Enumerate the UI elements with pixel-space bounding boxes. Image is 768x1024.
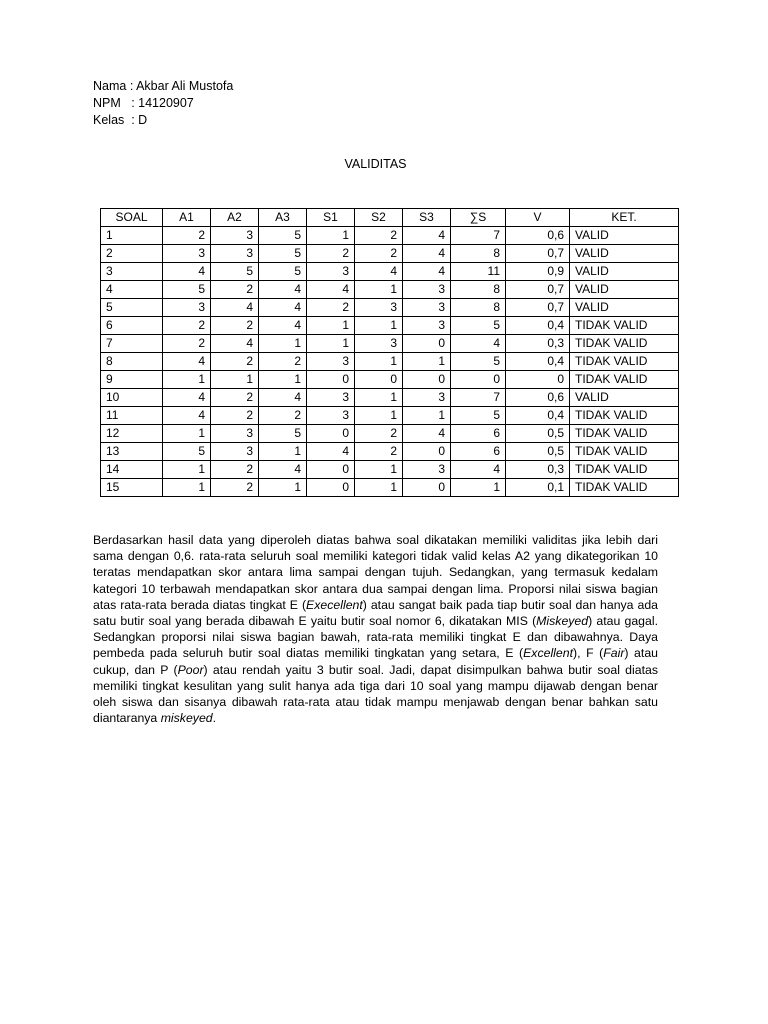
paragraph-text: ) atau sangat baik pada tiap butir soal dan hanya ada satu butir soal yang berada dibawah E yaitu butir soal nomor 6, dikatakan MIS ( bbox=[93, 597, 658, 629]
cell-s3: 3 bbox=[403, 461, 451, 479]
cell-s3: 0 bbox=[403, 335, 451, 353]
header-sum-s: ∑S bbox=[451, 209, 506, 227]
cell-s1: 2 bbox=[307, 299, 355, 317]
cell-sum-s: 6 bbox=[451, 425, 506, 443]
cell-a3: 1 bbox=[259, 443, 307, 461]
cell-s2: 1 bbox=[355, 479, 403, 497]
cell-a3: 5 bbox=[259, 245, 307, 263]
table-row bbox=[101, 371, 679, 389]
cell-sum-s: 7 bbox=[451, 389, 506, 407]
cell-a2: 2 bbox=[211, 281, 259, 299]
cell-s3: 3 bbox=[403, 389, 451, 407]
student-name: Nama : Akbar Ali Mustofa bbox=[93, 79, 234, 93]
cell-s1: 0 bbox=[307, 371, 355, 389]
cell-a3: 5 bbox=[259, 263, 307, 281]
cell-a2: 5 bbox=[211, 263, 259, 281]
header-s3: S3 bbox=[403, 209, 451, 227]
header-a1: A1 bbox=[163, 209, 211, 227]
cell-s3: 0 bbox=[403, 371, 451, 389]
cell-ket: TIDAK VALID bbox=[570, 353, 679, 371]
cell-s1: 2 bbox=[307, 245, 355, 263]
cell-s2: 1 bbox=[355, 407, 403, 425]
header-a3: A3 bbox=[259, 209, 307, 227]
cell-a2: 2 bbox=[211, 353, 259, 371]
cell-a2: 3 bbox=[211, 425, 259, 443]
cell-sum-s: 5 bbox=[451, 407, 506, 425]
cell-a3: 1 bbox=[259, 335, 307, 353]
cell-s1: 1 bbox=[307, 317, 355, 335]
cell-soal: 8 bbox=[101, 353, 163, 371]
table-row bbox=[101, 353, 679, 371]
cell-a3: 5 bbox=[259, 227, 307, 245]
cell-s3: 3 bbox=[403, 317, 451, 335]
cell-a2: 2 bbox=[211, 407, 259, 425]
cell-a2: 2 bbox=[211, 317, 259, 335]
cell-a3: 5 bbox=[259, 425, 307, 443]
cell-ket: VALID bbox=[570, 227, 679, 245]
cell-a1: 3 bbox=[163, 299, 211, 317]
cell-s2: 3 bbox=[355, 335, 403, 353]
cell-s2: 1 bbox=[355, 317, 403, 335]
paragraph-text: Berdasarkan hasil data yang diperoleh diatas bahwa soal dikatakan memiliki validitas jika lebih dari sama dengan 0,6. rata-rata seluruh soal memiliki kategori tidak valid kelas A2 yang dikategorikan 10 teratas mendapatkan skor antara lima sampai dengan tujuh. Sedangkan, yang termasuk kedalam kategori 10 terbawah mendapatkan skor antara dua sampai dengan lima. Proporsi nilai siswa bagian atas rata-rata berada diatas tingkat E ( bbox=[93, 533, 658, 612]
analysis-paragraph bbox=[93, 532, 658, 726]
table-row bbox=[101, 263, 679, 281]
cell-ket: TIDAK VALID bbox=[570, 407, 679, 425]
cell-ket: VALID bbox=[570, 263, 679, 281]
cell-s1: 3 bbox=[307, 407, 355, 425]
cell-soal: 1 bbox=[101, 227, 163, 245]
table-row bbox=[101, 281, 679, 299]
paragraph-emphasis: Poor bbox=[177, 662, 204, 677]
cell-s2: 1 bbox=[355, 353, 403, 371]
cell-ket: TIDAK VALID bbox=[570, 425, 679, 443]
table-row bbox=[101, 479, 679, 497]
cell-a3: 2 bbox=[259, 353, 307, 371]
cell-a3: 4 bbox=[259, 281, 307, 299]
paragraph-text: ), F ( bbox=[573, 646, 604, 661]
cell-s3: 3 bbox=[403, 299, 451, 317]
cell-v: 0 bbox=[506, 371, 570, 389]
paragraph-text: ) atau gagal. Sedangkan proporsi nilai siswa bagian bawah, rata-rata memiliki tingkat E dan dibawahnya. Daya pembeda pada seluruh butir soal diatas memiliki tingkatan yang setara, E ( bbox=[93, 614, 658, 661]
student-npm: NPM : 14120907 bbox=[93, 96, 194, 110]
cell-a3: 4 bbox=[259, 317, 307, 335]
paragraph-emphasis: Fair bbox=[603, 646, 625, 661]
table-row bbox=[101, 461, 679, 479]
cell-sum-s: 4 bbox=[451, 461, 506, 479]
page-title: VALIDITAS bbox=[344, 157, 407, 171]
student-info bbox=[93, 78, 233, 129]
cell-sum-s: 1 bbox=[451, 479, 506, 497]
header-soal: SOAL bbox=[101, 209, 163, 227]
table-row bbox=[101, 299, 679, 317]
paragraph-emphasis: Execellent bbox=[306, 597, 363, 612]
cell-soal: 13 bbox=[101, 443, 163, 461]
cell-soal: 6 bbox=[101, 317, 163, 335]
cell-sum-s: 5 bbox=[451, 353, 506, 371]
paragraph-text: . bbox=[212, 711, 217, 726]
cell-s3: 4 bbox=[403, 425, 451, 443]
paragraph-emphasis: miskeyed bbox=[160, 711, 213, 726]
table-row bbox=[101, 389, 679, 407]
cell-s2: 2 bbox=[355, 425, 403, 443]
cell-ket: TIDAK VALID bbox=[570, 461, 679, 479]
cell-a2: 2 bbox=[211, 461, 259, 479]
cell-ket: VALID bbox=[570, 389, 679, 407]
cell-v: 0,6 bbox=[506, 227, 570, 245]
table-row bbox=[101, 335, 679, 353]
table-row bbox=[101, 245, 679, 263]
cell-a2: 3 bbox=[211, 245, 259, 263]
cell-ket: TIDAK VALID bbox=[570, 479, 679, 497]
cell-s2: 2 bbox=[355, 245, 403, 263]
cell-v: 0,9 bbox=[506, 263, 570, 281]
cell-sum-s: 8 bbox=[451, 281, 506, 299]
cell-sum-s: 4 bbox=[451, 335, 506, 353]
header-a2: A2 bbox=[211, 209, 259, 227]
table-row bbox=[101, 227, 679, 245]
cell-a2: 4 bbox=[211, 335, 259, 353]
cell-sum-s: 0 bbox=[451, 371, 506, 389]
cell-a1: 2 bbox=[163, 317, 211, 335]
cell-soal: 11 bbox=[101, 407, 163, 425]
cell-a1: 4 bbox=[163, 407, 211, 425]
cell-ket: TIDAK VALID bbox=[570, 371, 679, 389]
cell-a2: 4 bbox=[211, 299, 259, 317]
header-ket: KET. bbox=[570, 209, 679, 227]
table-row bbox=[101, 317, 679, 335]
cell-a1: 5 bbox=[163, 443, 211, 461]
cell-v: 0,4 bbox=[506, 407, 570, 425]
cell-soal: 15 bbox=[101, 479, 163, 497]
cell-ket: VALID bbox=[570, 299, 679, 317]
cell-sum-s: 7 bbox=[451, 227, 506, 245]
cell-a3: 4 bbox=[259, 389, 307, 407]
cell-v: 0,3 bbox=[506, 335, 570, 353]
cell-a2: 3 bbox=[211, 227, 259, 245]
cell-v: 0,7 bbox=[506, 281, 570, 299]
cell-soal: 3 bbox=[101, 263, 163, 281]
cell-soal: 12 bbox=[101, 425, 163, 443]
cell-a1: 4 bbox=[163, 389, 211, 407]
cell-a3: 4 bbox=[259, 461, 307, 479]
cell-s1: 3 bbox=[307, 389, 355, 407]
cell-s3: 1 bbox=[403, 407, 451, 425]
cell-soal: 2 bbox=[101, 245, 163, 263]
cell-a1: 1 bbox=[163, 371, 211, 389]
cell-s2: 1 bbox=[355, 281, 403, 299]
cell-v: 0,1 bbox=[506, 479, 570, 497]
cell-a2: 2 bbox=[211, 389, 259, 407]
cell-s1: 3 bbox=[307, 263, 355, 281]
cell-s1: 0 bbox=[307, 461, 355, 479]
header-s2: S2 bbox=[355, 209, 403, 227]
cell-soal: 14 bbox=[101, 461, 163, 479]
cell-sum-s: 8 bbox=[451, 299, 506, 317]
cell-v: 0,5 bbox=[506, 425, 570, 443]
cell-sum-s: 8 bbox=[451, 245, 506, 263]
cell-soal: 5 bbox=[101, 299, 163, 317]
cell-sum-s: 11 bbox=[451, 263, 506, 281]
cell-v: 0,4 bbox=[506, 353, 570, 371]
header-v: V bbox=[506, 209, 570, 227]
paragraph-text: ) atau cukup, dan P ( bbox=[93, 646, 658, 677]
table-row bbox=[101, 407, 679, 425]
header-s1: S1 bbox=[307, 209, 355, 227]
cell-a3: 1 bbox=[259, 479, 307, 497]
cell-v: 0,4 bbox=[506, 317, 570, 335]
paragraph-emphasis: Miskeyed bbox=[536, 614, 589, 629]
cell-soal: 10 bbox=[101, 389, 163, 407]
cell-v: 0,3 bbox=[506, 461, 570, 479]
cell-sum-s: 5 bbox=[451, 317, 506, 335]
cell-a3: 1 bbox=[259, 371, 307, 389]
cell-a1: 4 bbox=[163, 353, 211, 371]
cell-s2: 1 bbox=[355, 461, 403, 479]
cell-s2: 4 bbox=[355, 263, 403, 281]
cell-a1: 5 bbox=[163, 281, 211, 299]
cell-ket: TIDAK VALID bbox=[570, 335, 679, 353]
validity-table bbox=[100, 208, 679, 497]
cell-a1: 2 bbox=[163, 335, 211, 353]
cell-v: 0,6 bbox=[506, 389, 570, 407]
cell-ket: TIDAK VALID bbox=[570, 443, 679, 461]
cell-s3: 0 bbox=[403, 479, 451, 497]
cell-s1: 0 bbox=[307, 479, 355, 497]
cell-v: 0,7 bbox=[506, 245, 570, 263]
paragraph-text: ) atau rendah yaitu 3 butir soal. Jadi, dapat disimpulkan bahwa butir soal diatas memiliki tingkat kesulitan yang sulit hanya ada tiga dari 10 soal yang mampu dijawab dengan benar oleh siswa dan sisanya dibawah rata-rata atau tidak mampu menjawab dengan benar bahkan satu diantaranya bbox=[93, 662, 658, 726]
cell-s1: 4 bbox=[307, 443, 355, 461]
cell-a3: 2 bbox=[259, 407, 307, 425]
cell-a2: 3 bbox=[211, 443, 259, 461]
cell-s2: 1 bbox=[355, 389, 403, 407]
cell-a1: 4 bbox=[163, 263, 211, 281]
cell-sum-s: 6 bbox=[451, 443, 506, 461]
cell-s1: 0 bbox=[307, 425, 355, 443]
cell-s2: 3 bbox=[355, 299, 403, 317]
cell-a1: 1 bbox=[163, 461, 211, 479]
cell-s3: 4 bbox=[403, 263, 451, 281]
cell-s1: 4 bbox=[307, 281, 355, 299]
cell-s1: 1 bbox=[307, 227, 355, 245]
cell-a1: 3 bbox=[163, 245, 211, 263]
table-header-row bbox=[101, 209, 679, 227]
cell-s2: 0 bbox=[355, 371, 403, 389]
cell-a2: 2 bbox=[211, 479, 259, 497]
cell-soal: 4 bbox=[101, 281, 163, 299]
cell-a1: 1 bbox=[163, 425, 211, 443]
cell-ket: VALID bbox=[570, 245, 679, 263]
cell-s3: 3 bbox=[403, 281, 451, 299]
cell-a3: 4 bbox=[259, 299, 307, 317]
cell-a1: 1 bbox=[163, 479, 211, 497]
student-class: Kelas : D bbox=[93, 113, 148, 127]
cell-s1: 1 bbox=[307, 335, 355, 353]
cell-ket: TIDAK VALID bbox=[570, 317, 679, 335]
cell-a2: 1 bbox=[211, 371, 259, 389]
cell-ket: VALID bbox=[570, 281, 679, 299]
cell-s3: 0 bbox=[403, 443, 451, 461]
table-body bbox=[101, 227, 679, 497]
cell-a1: 2 bbox=[163, 227, 211, 245]
cell-v: 0,7 bbox=[506, 299, 570, 317]
table-row bbox=[101, 443, 679, 461]
cell-s3: 1 bbox=[403, 353, 451, 371]
cell-s3: 4 bbox=[403, 227, 451, 245]
cell-s3: 4 bbox=[403, 245, 451, 263]
cell-s2: 2 bbox=[355, 443, 403, 461]
cell-s1: 3 bbox=[307, 353, 355, 371]
cell-v: 0,5 bbox=[506, 443, 570, 461]
cell-s2: 2 bbox=[355, 227, 403, 245]
cell-soal: 7 bbox=[101, 335, 163, 353]
cell-soal: 9 bbox=[101, 371, 163, 389]
paragraph-emphasis: Excellent bbox=[523, 646, 574, 661]
table-row bbox=[101, 425, 679, 443]
